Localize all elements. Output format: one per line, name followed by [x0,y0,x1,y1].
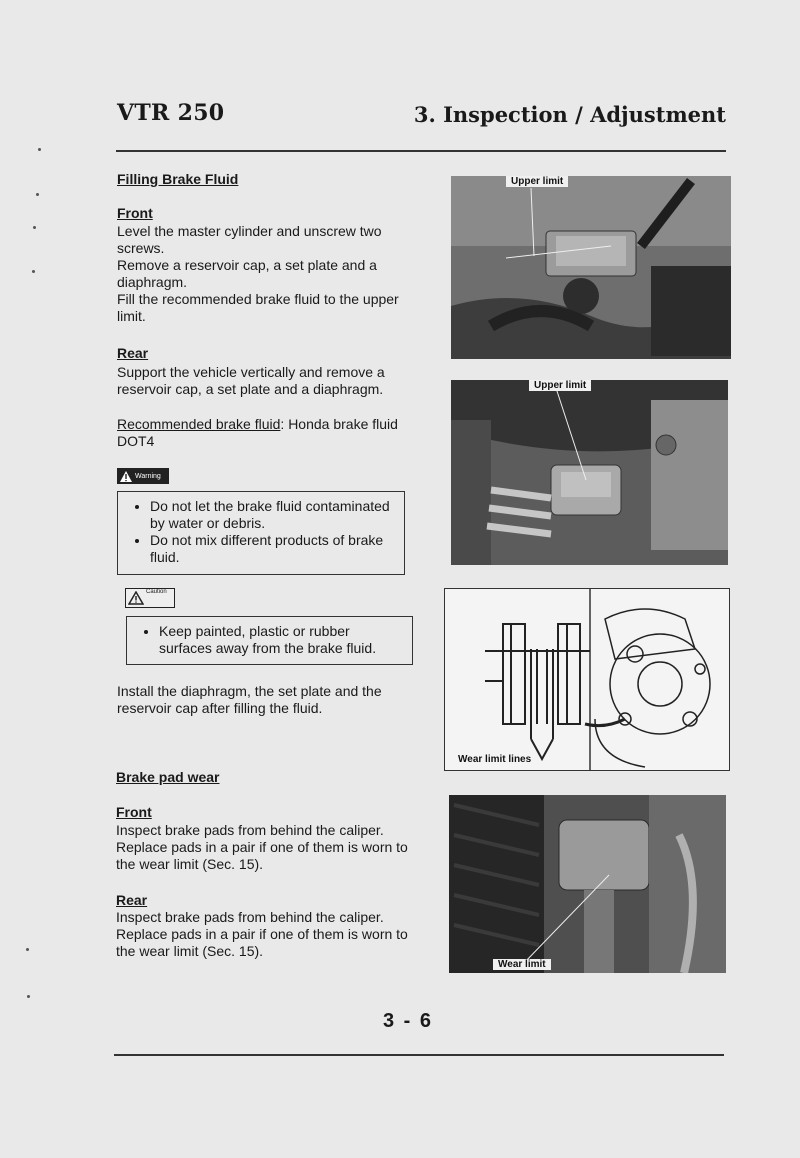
scan-speck [27,995,30,998]
warning-box [117,491,405,575]
model-title: VTR 250 [117,100,225,126]
scan-speck [32,270,35,273]
header-rule [116,150,726,152]
pad-rear-label: Rear [116,892,148,908]
footer-rule [114,1054,724,1056]
pad-rear-text: Inspect brake pads from behind the caliper. Replace pads in a pair if one of them is worn to the wear limit (Sec. 15). [116,909,408,959]
warning-item: • Do not mix different products of brake fluid. [150,532,396,566]
filling-heading: Filling Brake Fluid [117,171,239,187]
pad-wear-heading: Brake pad wear [116,769,220,785]
wear-limit-lines-label: Wear limit lines [458,754,532,765]
pad-front-text: Inspect brake pads from behind the caliper. Replace pads in a pair if one of them is worn to the wear limit (Sec. 15). [116,822,408,872]
page-number: 3 - 6 [383,1010,434,1032]
scan-speck [33,226,36,229]
caution-item: • Keep painted, plastic or rubber surfaces away from the brake fluid. [159,623,404,657]
warning-item: • Do not let the brake fluid contaminated by water or debris. [150,498,396,532]
rear-caliper-photo [449,795,726,973]
filling-rear-text: Support the vehicle vertically and remove a reservoir cap, a set plate and a diaphragm. [117,364,385,397]
section-title: 3. Inspection / Adjustment [413,102,726,127]
filling-front-label: Front [117,205,153,221]
scan-speck [36,193,39,196]
front-reservoir-photo [451,176,731,359]
install-text: Install the diaphragm, the set plate and the reservoir cap after filling the fluid. [117,683,382,716]
warning-icon: Warning [117,468,169,484]
rear-reservoir-photo [451,380,728,565]
caution-box [126,616,413,665]
filling-front-text: Level the master cylinder and unscrew two screws. Remove a reservoir cap, a set plate and a diaphragm. Fill the recommended brake fluid to the upper limit. [117,223,399,324]
wear-limit-label: Wear limit [493,959,551,970]
upper-limit-label: Upper limit [529,380,591,391]
recommended-fluid: Recommended brake fluid: Honda brake fluid DOT4 [117,416,398,449]
scan-speck [38,148,41,151]
filling-rear-label: Rear [117,345,149,361]
pad-front-label: Front [116,804,152,820]
caution-icon: Caution [125,588,175,608]
pad-wear-diagram [444,588,730,771]
upper-limit-label: Upper limit [506,176,568,187]
scan-speck [26,948,29,951]
